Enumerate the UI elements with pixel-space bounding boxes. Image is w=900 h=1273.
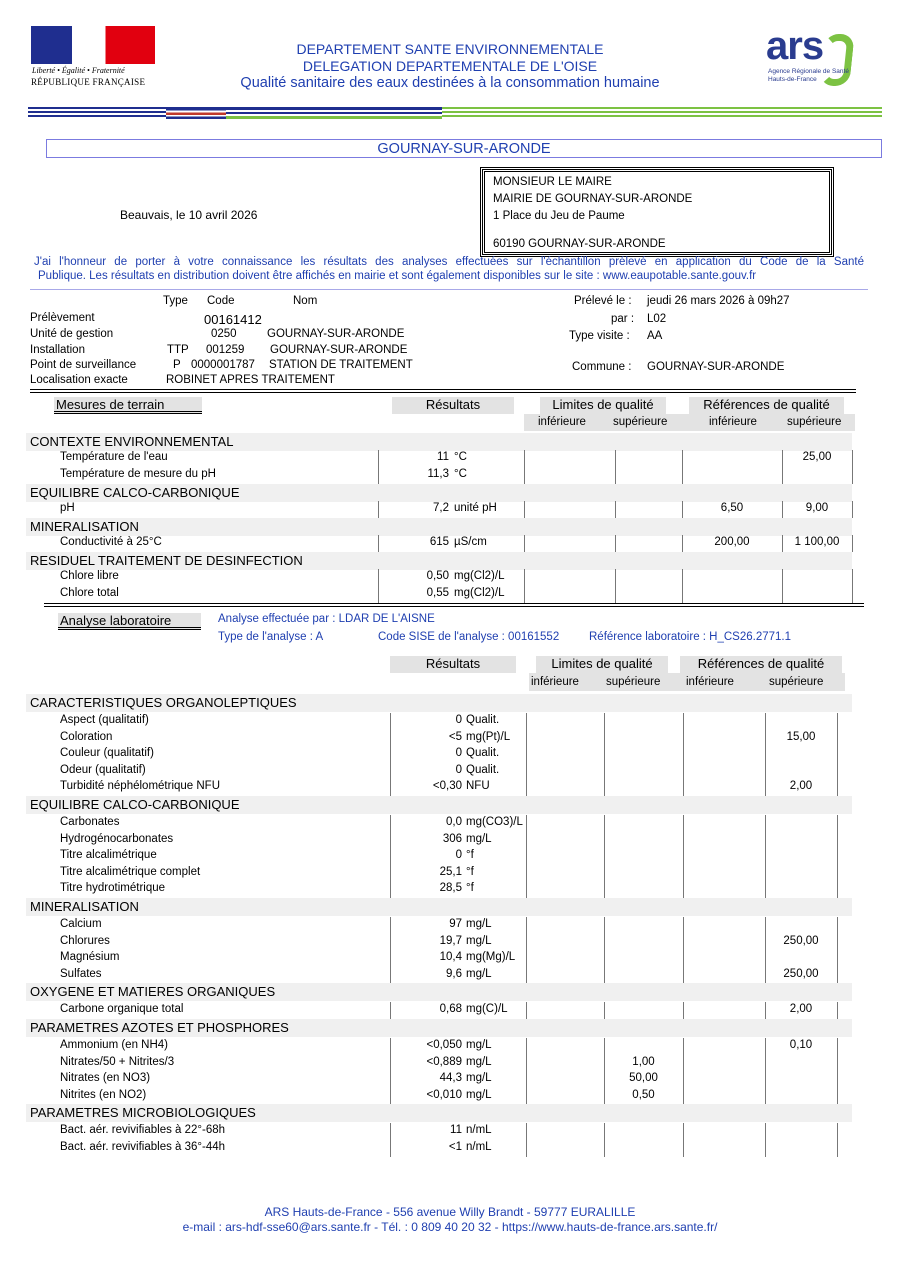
result-value: <0,889 [426, 1055, 462, 1068]
table-row [26, 1038, 852, 1055]
section-header: CONTEXTE ENVIRONNEMENTAL [26, 433, 852, 451]
header-line-2: DELEGATION DEPARTEMENTALE DE L'OISE [302, 58, 598, 74]
section-header: OXYGENE ET MATIERES ORGANIQUES [26, 983, 852, 1001]
result-value: 615 [429, 536, 449, 548]
address-line-1: MONSIEUR LE MAIRE [493, 176, 612, 188]
terrain-limites-header: Limites de qualité [540, 397, 666, 414]
result-unit: unité pH [454, 502, 497, 514]
type-visite-value: AA [647, 330, 663, 342]
header-line-1: DEPARTEMENT SANTE ENVIRONNEMENTALE [296, 41, 604, 57]
parameter-name: Titre hydrotimétrique [60, 882, 166, 895]
table-row [26, 779, 852, 796]
commune-title: GOURNAY-SUR-ARONDE [377, 141, 551, 157]
parameter-name: Odeur (qualitatif) [60, 763, 146, 776]
labo-code-sise: Code SISE de l'analyse : 00161552 [378, 631, 560, 643]
result-value: 0,0 [446, 816, 462, 828]
parameter-name: Bact. aér. revivifiables à 22°-68h [60, 1124, 226, 1137]
result-value: 19,7 [439, 934, 462, 947]
prelevement-label: Prélèvement [30, 312, 95, 324]
section-header: EQUILIBRE CALCO-CARBONIQUE [26, 796, 852, 814]
table-row [26, 934, 852, 951]
result-unit: mg(CO3)/L [466, 816, 523, 828]
table-row [26, 881, 852, 898]
preleve-le-label: Prélevé le : [574, 295, 632, 307]
reference-sup: 250,00 [783, 934, 819, 947]
result-value: 9,6 [446, 967, 462, 980]
col-code: Code [207, 295, 235, 307]
reference-sup: 15,00 [786, 730, 816, 743]
result-unit: mg/L [466, 1055, 492, 1068]
parameter-name: Magnésium [60, 951, 120, 964]
col-nom: Nom [293, 295, 318, 307]
result-unit: n/mL [466, 1141, 492, 1153]
reference-inf: 6,50 [720, 502, 744, 514]
table-row [26, 467, 852, 484]
result-unit: µS/cm [454, 536, 487, 548]
result-unit: °f [466, 849, 474, 862]
table-row [26, 586, 852, 603]
table-row [26, 1088, 852, 1105]
republique-francaise: RÉPUBLIQUE FRANÇAISE [31, 77, 146, 87]
point-label: Point de surveillance [30, 359, 137, 371]
table-row [26, 815, 852, 832]
reference-sup: 1 100,00 [794, 536, 840, 548]
ars-tagline-1: Agence Régionale de Santé [768, 68, 849, 75]
result-value: 0 [455, 747, 462, 760]
result-unit: mg/L [466, 1072, 492, 1085]
date-line: Beauvais, le 10 avril 2026 [120, 208, 258, 222]
result-value: <5 [448, 730, 462, 743]
terrain-subheader: inférieure supérieure inférieure supérieure [524, 414, 855, 431]
parameter-name: Ammonium (en NH4) [60, 1039, 168, 1051]
section-header: CARACTERISTIQUES ORGANOLEPTIQUES [26, 694, 852, 712]
result-unit: mg/L [466, 967, 492, 980]
unite-nom: GOURNAY-SUR-ARONDE [267, 328, 405, 340]
section-header: MINERALISATION [26, 898, 852, 916]
commune-label: Commune : [572, 361, 632, 373]
result-unit: Qualit. [466, 763, 500, 776]
parameter-name: Température de mesure du pH [60, 468, 216, 480]
result-value: 0,68 [439, 1003, 462, 1016]
labo-type: Type de l'analyse : A [218, 631, 324, 643]
result-value: 0 [455, 849, 462, 862]
type-visite-label: Type visite : [569, 330, 630, 342]
address-line-4: 60190 GOURNAY-SUR-ARONDE [493, 238, 666, 250]
result-unit: °f [466, 865, 474, 878]
reference-sup: 250,00 [783, 967, 819, 980]
parameter-name: pH [60, 502, 75, 514]
table-row [26, 917, 852, 934]
result-unit: °C [454, 451, 467, 463]
result-value: <0,010 [426, 1088, 462, 1101]
footer-line-2: e-mail : ars-hdf-sse60@ars.sante.fr - Tél. : 0 809 40 20 32 - https://www.hauts-de-france.ars.sante.fr/ [182, 1220, 718, 1234]
installation-code: 001259 [206, 344, 245, 356]
result-value: 44,3 [439, 1072, 462, 1085]
result-unit: mg/L [466, 1039, 492, 1051]
result-unit: mg/L [466, 832, 492, 845]
parameter-name: Carbone organique total [60, 1003, 184, 1016]
result-value: 28,5 [439, 882, 462, 895]
result-value: 10,4 [439, 951, 462, 964]
result-unit: mg/L [466, 918, 492, 930]
table-row [26, 848, 852, 865]
parameter-name: Coloration [60, 730, 113, 743]
limit-sup: 0,50 [632, 1088, 655, 1101]
result-unit: Qualit. [466, 714, 500, 726]
table-row [26, 950, 852, 967]
ars-tagline-2: Hauts-de-France [768, 76, 817, 83]
ars-logo-text: ars [766, 24, 824, 68]
result-value: 0,55 [426, 587, 449, 599]
result-value: 0 [455, 763, 462, 776]
result-value: <0,050 [426, 1039, 462, 1051]
address-box [482, 169, 832, 255]
result-value: <1 [448, 1141, 462, 1153]
labo-results-header: Résultats [390, 656, 516, 673]
labo-ref: Référence laboratoire : H_CS26.2771.1 [589, 631, 792, 643]
result-value: 11 [437, 451, 449, 463]
parameter-name: Chlore libre [60, 570, 119, 582]
commune-title-box [46, 139, 882, 158]
parameter-name: Titre alcalimétrique complet [60, 865, 201, 878]
section-header: EQUILIBRE CALCO-CARBONIQUE [26, 484, 852, 502]
intro-text-1: J'ai l'honneur de porter à votre connaissance les résultats des analyses effectuées sur l'échantillon prélevé en application du Code de la Santé [34, 256, 864, 268]
result-value: 97 [449, 918, 462, 930]
parameter-name: Nitrites (en NO2) [60, 1088, 147, 1101]
installation-label: Installation [30, 344, 85, 356]
marianne-motto: Liberté • Égalité • Fraternité [32, 66, 125, 75]
table-row [26, 1055, 852, 1072]
result-unit: °C [454, 468, 467, 480]
parameter-name: Nitrates/50 + Nitrites/3 [60, 1055, 175, 1068]
table-row [26, 967, 852, 984]
result-value: 7,2 [433, 502, 449, 514]
parameter-name: Couleur (qualitatif) [60, 747, 154, 760]
table-row [26, 501, 852, 518]
parameter-name: Nitrates (en NO3) [60, 1072, 151, 1085]
par-label: par : [611, 313, 635, 325]
result-unit: mg(Pt)/L [466, 730, 511, 743]
header-band [28, 107, 882, 119]
parameter-name: Turbidité néphélométrique NFU [60, 780, 221, 793]
labo-effectuee: Analyse effectuée par : LDAR DE L'AISNE [218, 613, 435, 625]
table-row [26, 569, 852, 586]
parameter-name: Hydrogénocarbonates [60, 832, 174, 845]
result-value: <0,30 [432, 780, 462, 793]
labo-limites-header: Limites de qualité [536, 656, 668, 673]
result-value: 0,50 [426, 570, 449, 582]
table-row [26, 832, 852, 849]
reference-inf: 200,00 [714, 536, 750, 548]
section-header: RESIDUEL TRAITEMENT DE DESINFECTION [26, 552, 852, 570]
table-row [26, 535, 852, 552]
point-nom: STATION DE TRAITEMENT [269, 359, 413, 371]
parameter-name: Carbonates [60, 816, 120, 828]
parameter-name: Température de l'eau [60, 451, 168, 463]
reference-sup: 9,00 [805, 502, 829, 514]
parameter-name: Conductivité à 25°C [60, 536, 162, 548]
result-unit: n/mL [466, 1124, 492, 1137]
parameter-name: Sulfates [60, 967, 102, 980]
labo-subheader: inférieure supérieure inférieure supérieure [529, 673, 845, 691]
commune-value: GOURNAY-SUR-ARONDE [647, 361, 785, 373]
reference-sup: 2,00 [789, 780, 813, 793]
address-line-2: MAIRIE DE GOURNAY-SUR-ARONDE [493, 193, 693, 205]
address-line-3: 1 Place du Jeu de Paume [493, 210, 625, 222]
table-row [26, 1123, 852, 1140]
table-row [26, 1002, 852, 1019]
table-row [26, 1140, 852, 1157]
labo-title: Analyse laboratoire [58, 613, 201, 630]
limit-sup: 1,00 [632, 1055, 655, 1068]
result-unit: mg(C)/L [466, 1003, 508, 1016]
parameter-name: Aspect (qualitatif) [60, 714, 149, 726]
par-value: L02 [647, 313, 667, 325]
localisation-nom: ROBINET APRES TRAITEMENT [166, 374, 335, 386]
table-row [26, 865, 852, 882]
result-value: 11,3 [427, 468, 449, 480]
installation-nom: GOURNAY-SUR-ARONDE [270, 344, 408, 356]
footer-line-1: ARS Hauts-de-France - 556 avenue Willy Brandt - 59777 EURALILLE [264, 1205, 636, 1219]
unite-code: 0250 [211, 328, 237, 340]
section-header: PARAMETRES AZOTES ET PHOSPHORES [26, 1019, 852, 1037]
prelevement-code: 00161412 [204, 312, 262, 327]
col-type: Type [163, 295, 188, 307]
result-unit: mg/L [466, 934, 492, 947]
reference-sup: 0,10 [789, 1039, 813, 1051]
table-row [26, 1071, 852, 1088]
table-row [26, 763, 852, 780]
result-unit: °f [466, 882, 474, 895]
intro-text-2: Publique. Les résultats en distribution doivent être affichés en mairie et sont également disponibles sur le site : www.eaupotable.sante.gouv.fr [38, 270, 757, 282]
result-unit: NFU [466, 780, 490, 793]
terrain-references-header: Références de qualité [689, 397, 844, 414]
terrain-results-header: Résultats [392, 397, 514, 414]
section-header: PARAMETRES MICROBIOLOGIQUES [26, 1104, 852, 1122]
installation-type: TTP [167, 344, 189, 356]
result-value: 306 [442, 832, 462, 845]
result-unit: mg(Cl2)/L [454, 587, 505, 599]
section-header: MINERALISATION [26, 518, 852, 536]
result-unit: mg/L [466, 1088, 492, 1101]
result-value: 0 [455, 714, 462, 726]
table-row [26, 450, 852, 467]
ars-s-icon [819, 34, 854, 86]
preleve-le-value: jeudi 26 mars 2026 à 09h27 [647, 295, 790, 307]
point-code: 0000001787 [191, 359, 255, 371]
result-value: 11 [450, 1124, 462, 1137]
reference-sup: 2,00 [789, 1003, 813, 1016]
result-unit: mg(Mg)/L [466, 951, 516, 964]
parameter-name: Chlore total [60, 587, 119, 599]
table-row [26, 713, 852, 730]
header-line-3: Qualité sanitaire des eaux destinées à la consommation humaine [240, 75, 660, 91]
parameter-name: Bact. aér. revivifiables à 36°-44h [60, 1141, 226, 1153]
result-unit: mg(Cl2)/L [454, 570, 505, 582]
parameter-name: Titre alcalimétrique [60, 849, 157, 862]
localisation-label: Localisation exacte [30, 374, 128, 386]
table-row [26, 730, 852, 747]
limit-sup: 50,00 [629, 1072, 658, 1085]
labo-references-header: Références de qualité [680, 656, 842, 673]
result-value: 25,1 [439, 865, 462, 878]
point-type: P [173, 359, 181, 371]
unite-label: Unité de gestion [30, 328, 114, 340]
table-row [26, 746, 852, 763]
ars-logo [766, 24, 861, 92]
reference-sup: 25,00 [802, 451, 832, 463]
terrain-title: Mesures de terrain [54, 397, 202, 414]
parameter-name: Chlorures [60, 934, 110, 947]
result-unit: Qualit. [466, 747, 500, 760]
parameter-name: Calcium [60, 918, 102, 930]
